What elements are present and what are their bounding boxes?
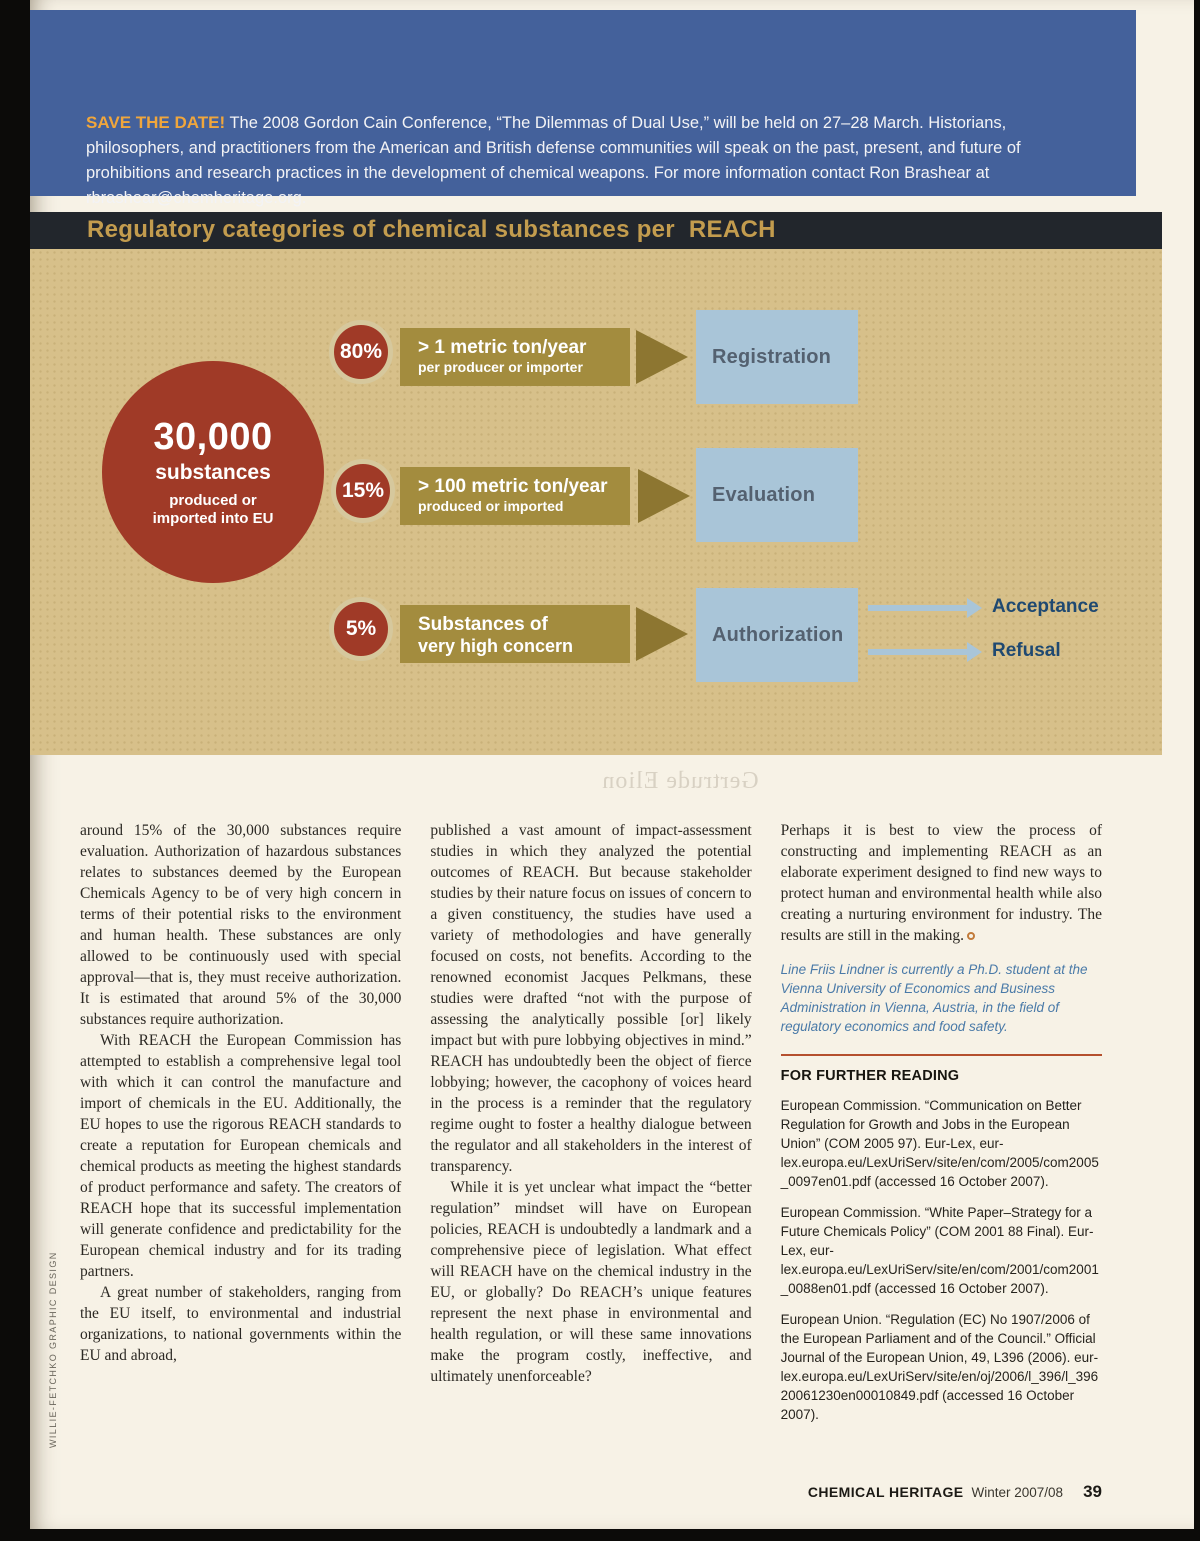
- paragraph: published a vast amount of impact-assessment studies in which they analyzed the potential outcomes of REACH. But because stakeholder studies by their nature focus on issues of concern to a given constituency, the studies have used a variety of methodologies and have generally focused on costs, not benefits. According to the renowned economist Jacques Pelkmans, these studies were drafted “not with the purpose of assessing the analytically possible [or] likely impact but with pure lobbying objectives in mind.” REACH has undoubtedly been the object of fierce lobbying; however, the cacophony of voices heard in the process is a reminder that the regulatory regime ought to foster a healthy dialogue between the regulator and all stakeholders in the interest of transparency.: [430, 822, 752, 1175]
- section-rule: [781, 1054, 1102, 1056]
- threshold-banner-evaluation: [400, 467, 630, 525]
- total-sublabel: [153, 492, 274, 528]
- issue-label: Winter 2007/08: [971, 1485, 1064, 1500]
- total-sublabel-line1: produced or: [169, 492, 257, 509]
- category-label: Registration: [712, 345, 832, 368]
- category-box-authorization: [696, 588, 858, 682]
- page-bleedthrough-text: Gertrude Elion: [601, 768, 759, 794]
- category-box-evaluation: [696, 448, 858, 542]
- threshold-line1: Substances of: [418, 614, 548, 635]
- refusal-arrow-icon: [868, 649, 968, 655]
- reference: European Union. “Regulation (EC) No 1907/2006 of the European Parliament and of the Council.” Official Journal of the European Union, 49, L396 (2006). eur-lex.europa.eu/LexUriServ/site/en/oj/2006/l_396/l_39620061230en00010849.pdf (accessed 16 October 2007).: [780, 1312, 1099, 1422]
- refusal-label: Refusal: [992, 640, 1061, 661]
- further-reading-heading: FOR FURTHER READING: [780, 1068, 960, 1084]
- designer-credit: WILLIE-FETCHKO GRAPHIC DESIGN: [48, 1251, 58, 1448]
- paragraph: around 15% of the 30,000 substances require evaluation. Authorization of hazardous substances relates to substances deemed by the European Chemicals Agency to be of very high concern in terms of their potential risks to the environment and human health. These substances are only allowed to be continuously used with special approval—that is, they must receive authorization. It is estimated that around 5% of the 30,000 substances require authorization.: [80, 822, 402, 1028]
- percent-circle-80: [329, 320, 393, 384]
- closing-paragraph: Perhaps it is best to view the process of constructing and implementing REACH as an elaborate experiment designed to find new ways to protect human and environmental health while also creating a nurturing environment for industry. The results are still in the making.: [780, 822, 1102, 944]
- page-footer: [808, 1482, 1102, 1502]
- category-label: Evaluation: [712, 483, 816, 506]
- percent-label: 15%: [341, 479, 385, 502]
- reference: European Commission. “Communication on Better Regulation for Growth and Jobs in the European Union” (COM 2005 97). Eur-Lex, eur-lex.europa.eu/LexUriServ/site/en/com/2005/com2005_0097en01.pdf (accessed 16 October 2007).: [780, 1098, 1099, 1189]
- article-column-3: [781, 820, 1102, 1424]
- page-number: 39: [1083, 1482, 1102, 1501]
- diagram-title: Regulatory categories of chemical substances per REACH: [30, 212, 1162, 249]
- category-label: Authorization: [712, 623, 844, 646]
- reference: European Commission. “White Paper–Strategy for a Future Chemicals Policy” (COM 2001 88 Final). Eur-Lex, eur-lex.europa.eu/LexUriServ/site/en/com/2001/com2001_0088en01.pdf (accessed 16 October 2007).: [780, 1205, 1099, 1296]
- flow-arrow-icon: [636, 330, 688, 384]
- total-substances-circle: [102, 361, 324, 583]
- acceptance-label: Acceptance: [992, 596, 1099, 617]
- paragraph: A great number of stakeholders, ranging from the EU itself, to environmental and industrial organizations, to national governments within the EU and abroad,: [80, 1284, 402, 1364]
- article-column-1: [80, 820, 401, 1424]
- threshold-line1: > 100 metric ton/year: [418, 476, 608, 497]
- magazine-page: [30, 0, 1194, 1529]
- threshold-line1: > 1 metric ton/year: [418, 337, 587, 358]
- threshold-banner-authorization: [400, 605, 630, 663]
- total-number: 30,000: [153, 416, 273, 458]
- percent-label: 80%: [339, 340, 383, 363]
- reach-diagram: [30, 249, 1162, 755]
- percent-circle-5: [329, 597, 393, 661]
- category-box-registration: [696, 310, 858, 404]
- author-bio: Line Friis Lindner is currently a Ph.D. student at the Vienna University of Economics and Business Administration in Vienna, Austria, in the field of regulatory economics and food safety.: [780, 962, 1088, 1034]
- end-mark-icon: [967, 932, 975, 940]
- threshold-line2: per producer or importer: [418, 359, 583, 375]
- total-sublabel-line2: imported into EU: [152, 510, 274, 527]
- banner-body: The 2008 Gordon Cain Conference, “The Dilemmas of Dual Use,” will be held on 27–28 March. Historians, philosophers, and practitioners from the American and British defense communities will speak on the past, present, and future of prohibitions and research practices in the development of chemical weapons. For more information contact Ron Brashear at rbrashear@chemheritage.org.: [86, 114, 1021, 207]
- article-body: [80, 820, 1102, 1424]
- percent-circle-15: [331, 459, 395, 523]
- flow-arrow-icon: [638, 469, 690, 523]
- acceptance-arrow-icon: [868, 605, 968, 611]
- total-label: substances: [155, 461, 271, 484]
- percent-label: 5%: [345, 617, 377, 640]
- flow-arrow-icon: [636, 607, 688, 661]
- magazine-name: CHEMICAL HERITAGE: [807, 1484, 964, 1500]
- banner-highlight: SAVE THE DATE!: [86, 113, 226, 132]
- threshold-line2: very high concern: [418, 636, 574, 656]
- article-column-2: [430, 820, 751, 1424]
- save-the-date-banner: [30, 10, 1136, 207]
- threshold-banner-registration: [400, 328, 630, 386]
- paragraph: [781, 820, 1102, 946]
- banner-text: [86, 110, 1074, 211]
- threshold-line2: produced or imported: [418, 498, 564, 514]
- paragraph: With REACH the European Commission has attempted to establish a comprehensive legal tool with which it can control the manufacture and import of chemicals in the EU. Additionally, the EU hopes to use the rigorous REACH standards to create a reputation for European chemicals and chemical products as meeting the highest standards of product performance and safety. The creators of REACH hope that its successful implementation will generate confidence and predictability for the European chemical industry and for its trading partners.: [80, 1032, 402, 1280]
- paragraph: While it is yet unclear what impact the “better regulation” mindset will have on European policies, REACH is undoubtedly a landmark and a comprehensive piece of legislation. What effect will REACH have on the chemical industry in the EU, or globally? Do REACH’s unique features represent the next phase in environmental and health regulation, or will these same innovations make the program costly, ineffective, and ultimately unenforceable?: [430, 1179, 752, 1385]
